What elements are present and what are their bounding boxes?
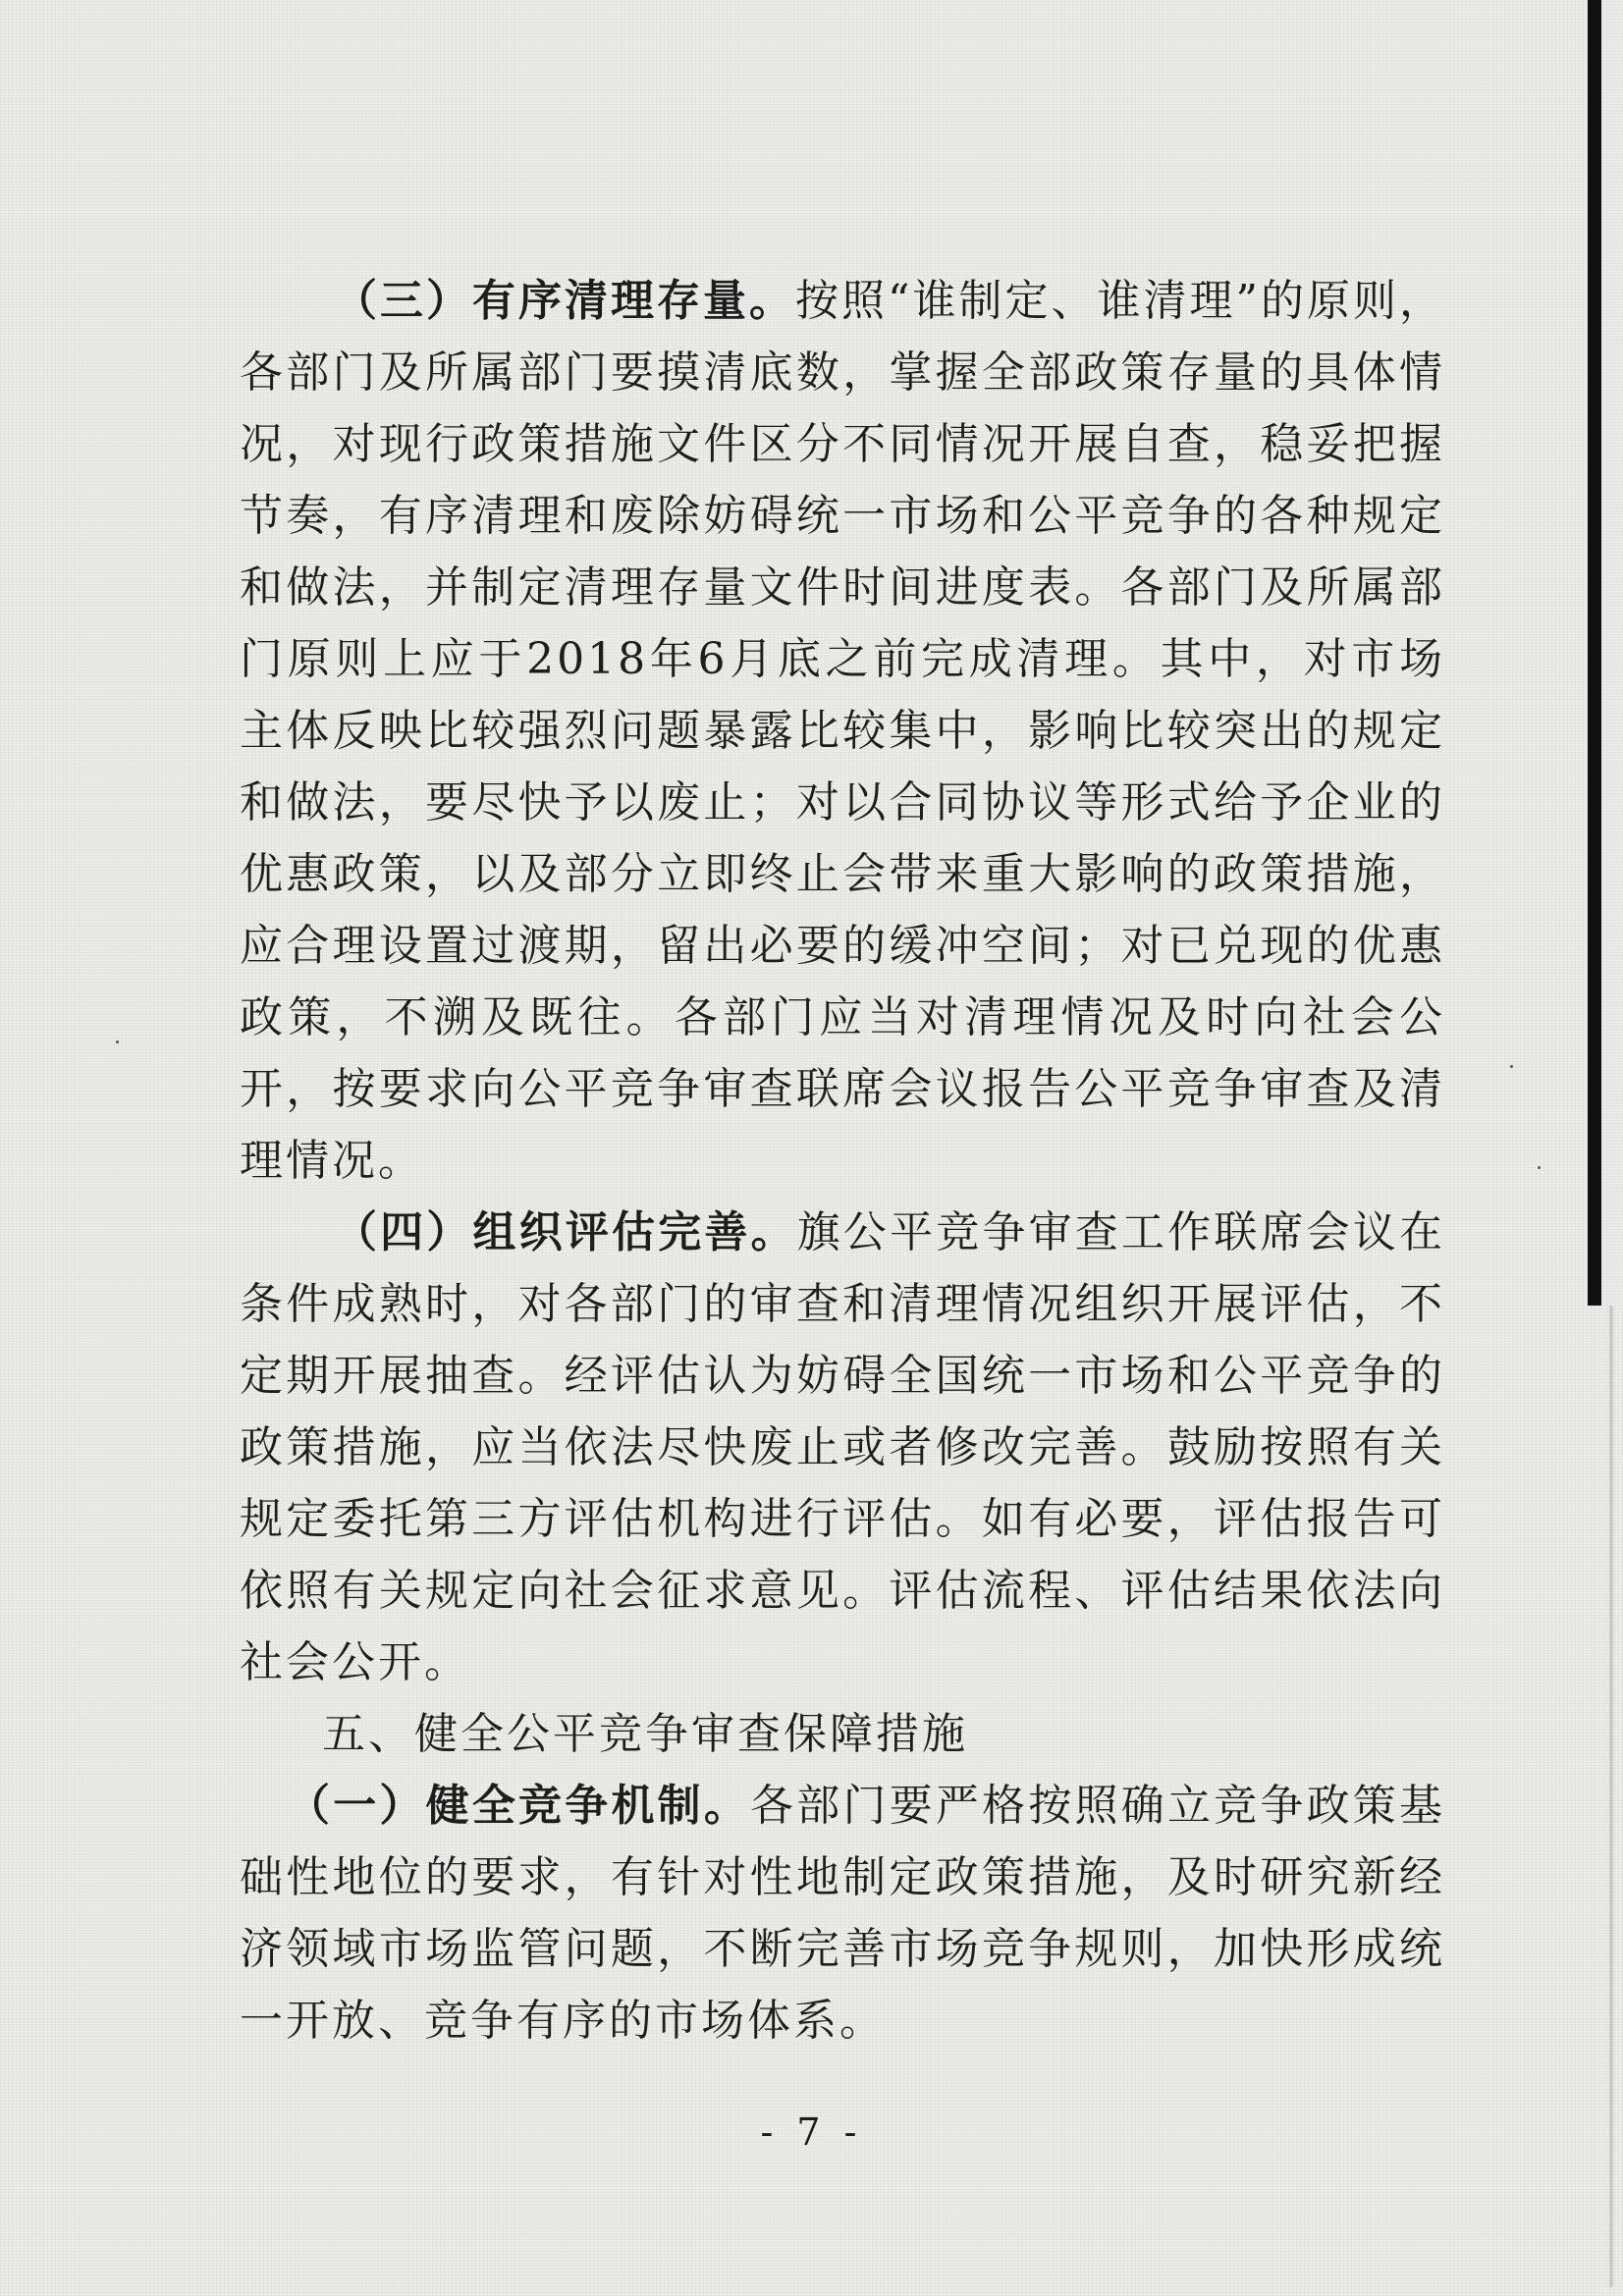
scan-speck <box>1538 1166 1541 1169</box>
paragraph-text: 按照“谁制定、谁清理”的原则，各部门及所属部门要摸清底数，掌握全部政策存量的具体情况，对现行政策措施文件区分不同情况开展自查，稳妥把握节奏，有序清理和废除妨碍统一市场和公平竞争的各种规定和做法，并制定清理存量文件时间进度表。各部门及所属部门原则上应于2018年6月底之前完成清理。其中，对市场主体反映比较强烈问题暴露比较集中，影响比较突出的规定和做法，要尽快予以废止；对以合同协议等形式给予企业的优惠政策，以及部分立即终止会带来重大影响的政策措施，应合理设置过渡期，留出必要的缓冲空间；对已兑现的优惠政策，不溯及既往。各部门应当对清理情况及时向社会公开，按要求向公平竞争审查联席会议报告公平竞争审查及清理情况。 <box>240 276 1445 1186</box>
scan-speck <box>116 1041 119 1043</box>
paragraph-competition-mechanism <box>240 1770 1445 2056</box>
paragraph-text: 各部门要严格按照确立竞争政策基础性地位的要求，有针对性地制定政策措施，及时研究新经济领域市场监管问题，不断完善市场竞争规则，加快形成统一开放、竞争有序的市场体系。 <box>240 1781 1446 2046</box>
scan-speck <box>1510 1065 1513 1068</box>
scan-border-edge <box>1588 0 1601 1306</box>
paragraph-lead: （一）健全竞争机制。 <box>287 1781 751 1831</box>
paragraph-evaluation <box>240 1197 1445 1698</box>
paragraph-lead: （三）有序清理存量。 <box>334 276 795 326</box>
section-heading: 五、健全公平竞争审查保障措施 <box>322 1709 968 1759</box>
paragraph-orderly-cleanup <box>240 265 1445 1197</box>
page-number: - 7 - <box>760 2110 863 2154</box>
document-body <box>240 265 1445 2056</box>
paragraph-lead: （四）组织评估完善。 <box>334 1207 797 1257</box>
paragraph-text: 旗公平竞争审查工作联席会议在条件成熟时，对各部门的审查和清理情况组织开展评估，不定期开展抽查。经评估认为妨碍全国统一市场和公平竞争的政策措施，应当依法尽快废止或者修改完善。鼓励按照有关规定委托第三方评估机构进行评估。如有必要，评估报告可依照有关规定向社会征求意见。评估流程、评估结果依法向社会公开。 <box>240 1207 1446 1687</box>
